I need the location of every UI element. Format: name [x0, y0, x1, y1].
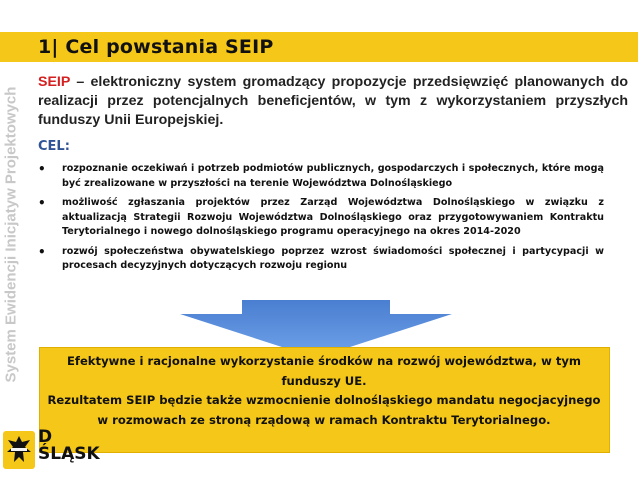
goal-text: rozpoznanie oczekiwań i potrzeb podmiotów publicznych, gospodarczych i społecznych, które mogą być zrealizowane w przyszłości na terenie Województwa Dolnośląskiego — [62, 163, 604, 189]
logo-line-1: D — [38, 427, 53, 447]
eagle-emblem-icon — [2, 430, 36, 470]
goals-list — [38, 162, 604, 279]
goal-text: rozwój społeczeństwa obywatelskiego poprzez wzrost świadomości społecznej i partycypacji w procesach decyzyjnych dotyczących rozwoju regionu — [62, 245, 604, 271]
list-item — [38, 245, 604, 274]
page-title: 1| Cel powstania SEIP — [38, 36, 274, 58]
goals-heading: CEL: — [38, 139, 70, 154]
vertical-side-label: System Ewidencji Inicjatyw Projektowych — [2, 86, 20, 383]
goal-text: możliwość zgłaszania projektów przez Zarząd Województwa Dolnośląskiego w związku z aktualizacją Strategii Rozwoju Województwa Dolnośląskiego oraz przygotowywaniem Kontraktu Terytorialnego i nowego dolnośląskiego programu operacyjnego na okres 2014-2020 — [62, 197, 604, 237]
seip-definition — [38, 73, 628, 130]
result-line-2: Rezultatem SEIP będzie także wzmocnienie dolnośląskiego mandatu negocjacyjnego w rozmowach ze stroną rządową w ramach Kontraktu Terytorialnego. — [47, 393, 601, 427]
logo-line-2: ŚLĄSK — [38, 444, 100, 464]
result-text — [46, 352, 602, 430]
seip-term: SEIP — [38, 74, 71, 90]
result-line-1: Efektywne i racjonalne wykorzystanie środków na rozwój województwa, w tym funduszy UE. — [66, 354, 582, 388]
logo-wordmark — [38, 429, 100, 463]
list-item — [38, 196, 604, 240]
bullet-icon: • — [38, 162, 46, 176]
bullet-icon: • — [38, 244, 46, 259]
seip-definition-text: – elektroniczny system gromadzący propozycje przedsięwzięć planowanych do realizacji przez potencjalnych beneficjentów, w tym z wykorzystaniem przyszłych funduszy Unii Europejskiej. — [38, 74, 628, 128]
list-item — [38, 162, 604, 191]
bullet-icon: • — [38, 196, 46, 210]
